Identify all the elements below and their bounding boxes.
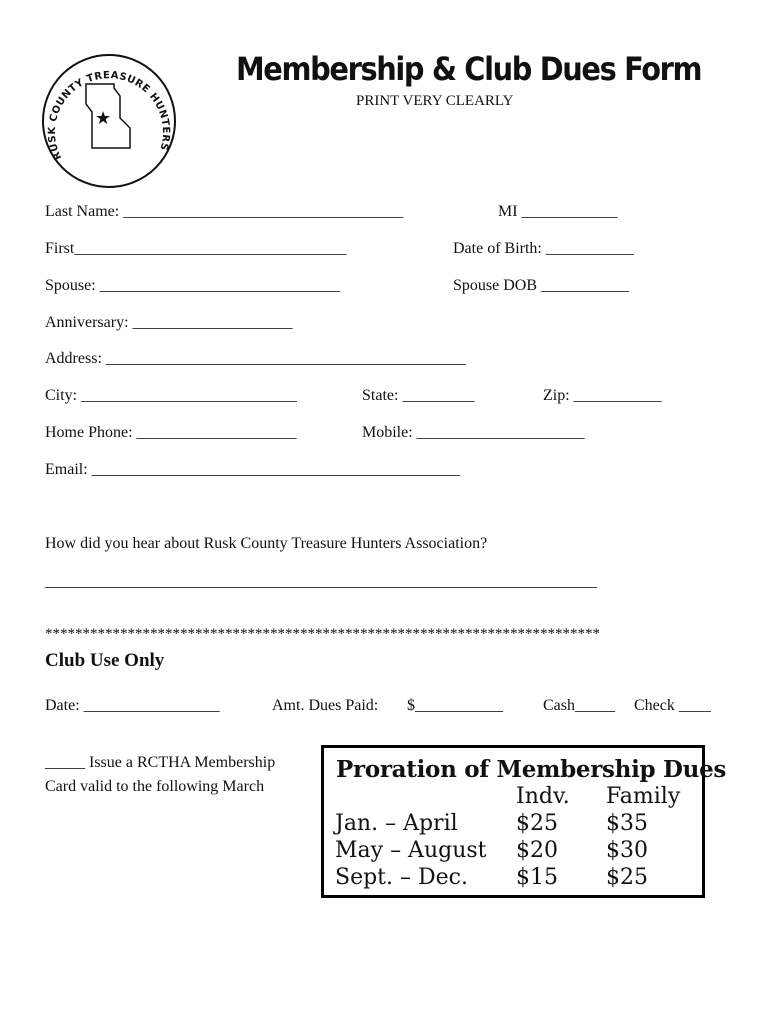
proration-table [321, 745, 727, 898]
mi-field[interactable]: MI ____________ [498, 203, 618, 220]
club-use-heading: Club Use Only [45, 650, 165, 671]
period-label: Jan. – April [335, 811, 458, 836]
zip-field[interactable]: Zip: ___________ [543, 387, 662, 404]
logo-arc-text: RUSK COUNTY TREASURE HUNTERS [46, 70, 172, 162]
star-icon: ★ [95, 108, 112, 128]
indv-price: $15 [516, 865, 558, 890]
club-date-field[interactable]: Date: _________________ [45, 697, 220, 714]
proration-title: Proration of Membership Dues [336, 756, 727, 783]
check-field[interactable]: Check ____ [634, 697, 711, 714]
family-price: $25 [606, 865, 648, 890]
state-field[interactable]: State: _________ [362, 387, 475, 404]
indv-price: $20 [516, 838, 558, 863]
first-name-field[interactable]: First__________________________________ [45, 240, 347, 257]
page-subtitle: PRINT VERY CLEARLY [356, 93, 514, 109]
address-field[interactable]: Address: _____________________________________________ [45, 350, 466, 367]
family-price: $30 [606, 838, 648, 863]
amt-dues-label: Amt. Dues Paid: [272, 697, 379, 714]
spouse-field[interactable]: Spouse: ______________________________ [45, 277, 340, 294]
amt-dues-field[interactable]: $___________ [407, 697, 503, 714]
hear-about-question: How did you hear about Rusk County Treasure Hunters Association? [45, 535, 488, 552]
dob-field[interactable]: Date of Birth: ___________ [453, 240, 634, 257]
city-field[interactable]: City: ___________________________ [45, 387, 298, 404]
hear-about-answer-line[interactable]: _____________________________________________________________________ [45, 573, 597, 590]
column-header-family: Family [606, 784, 681, 809]
email-field[interactable]: Email: ______________________________________________ [45, 461, 460, 478]
association-logo [40, 52, 178, 190]
column-header-indv: Indv. [516, 784, 570, 809]
last-name-field[interactable]: Last Name: ___________________________________ [45, 203, 404, 220]
card-valid-note: Card valid to the following March [45, 778, 265, 795]
page-title: Membership & Club Dues Form [236, 50, 702, 88]
asterisk-divider: ************************************************************************** [45, 626, 600, 642]
period-label: Sept. – Dec. [335, 865, 468, 890]
family-price: $35 [606, 811, 648, 836]
anniversary-field[interactable]: Anniversary: ____________________ [45, 314, 293, 331]
home-phone-field[interactable]: Home Phone: ____________________ [45, 424, 297, 441]
mobile-field[interactable]: Mobile: _____________________ [362, 424, 585, 441]
spouse-dob-field[interactable]: Spouse DOB ___________ [453, 277, 630, 294]
issue-card-checkline[interactable]: _____ Issue a RCTHA Membership [45, 754, 276, 771]
period-label: May – August [335, 838, 487, 863]
indv-price: $25 [516, 811, 558, 836]
cash-field[interactable]: Cash_____ [543, 697, 615, 714]
